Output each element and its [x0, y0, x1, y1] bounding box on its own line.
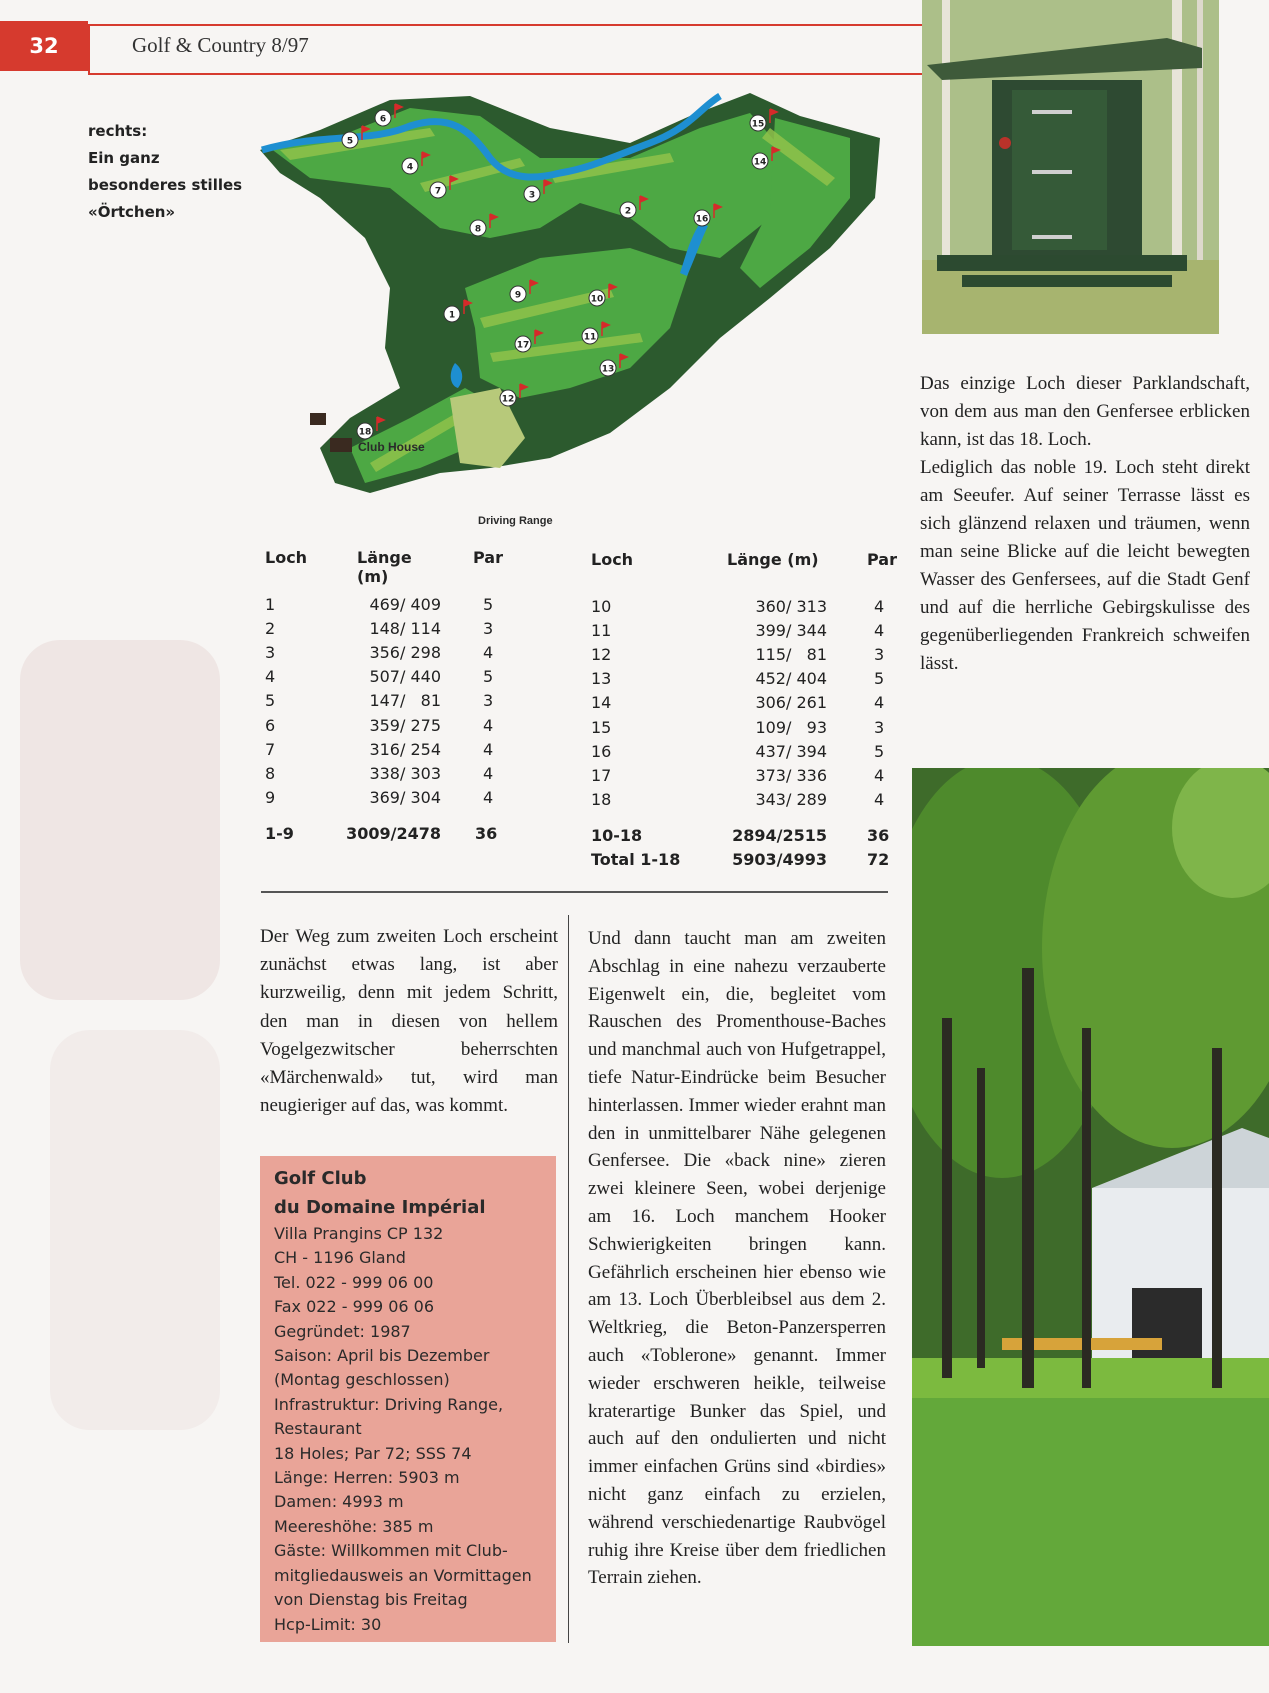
club-name: Golf Club — [274, 1168, 367, 1189]
club-house-building — [310, 413, 326, 425]
header-rule-top — [88, 24, 926, 26]
info-line: mitgliedausweis an Vormittagen — [274, 1565, 532, 1585]
subtotal-row: 1-9 3009/2478 36 — [265, 824, 498, 844]
table-row: 1 469/ 409 5 — [265, 594, 494, 614]
background-decoration — [20, 640, 220, 1000]
table-row: 5 147/ 81 3 — [265, 691, 494, 711]
hole-number: 13 — [601, 364, 615, 375]
subtotal-row: 10-18 2894/2515 36 — [591, 826, 890, 846]
hole-number: 8 — [474, 224, 482, 235]
body-column-left: Der Weg zum zweiten Loch erscheint zunächst etwas lang, ist aber kurzweilig, denn mit jedem Schritt, den man in diesen von hellem Vogelgezwitscher beherrschten «Märchenwald» tut, wird man neugieriger auf das, was kommt. — [260, 926, 558, 1117]
column-header: Loch — [591, 550, 634, 569]
info-line: CH - 1196 Gland — [274, 1248, 406, 1268]
info-line: 18 Holes; Par 72; SSS 74 — [274, 1443, 472, 1463]
table-row: 6 359/ 275 4 — [265, 715, 494, 735]
column-header: Loch — [265, 548, 308, 567]
photo-caption — [88, 118, 248, 226]
scorecard-front-nine — [265, 548, 515, 846]
hole-number: 2 — [624, 206, 632, 217]
info-line: Villa Prangins CP 132 — [274, 1224, 444, 1243]
scorecard-back-nine — [591, 550, 899, 872]
column-divider — [568, 915, 569, 1643]
table-row: 14 306/ 261 4 — [591, 693, 885, 713]
club-name: du Domaine Impérial — [274, 1197, 486, 1218]
info-line: Gegründet: 1987 — [274, 1321, 411, 1341]
table-row: 2 148/ 114 3 — [265, 618, 494, 638]
caption-line: besonderes stilles — [88, 176, 243, 194]
info-line: Gäste: Willkommen mit Club- — [274, 1541, 508, 1561]
info-line: von Dienstag bis Freitag — [274, 1590, 468, 1610]
header-divider — [88, 24, 90, 75]
table-row: 17 373/ 336 4 — [591, 765, 885, 785]
info-line: Damen: 4993 m — [274, 1492, 404, 1512]
table-row: 13 452/ 404 5 — [591, 669, 885, 689]
header-rule-bottom — [88, 73, 926, 75]
info-line: Fax 022 - 999 06 06 — [274, 1297, 435, 1317]
info-line: (Montag geschlossen) — [274, 1370, 450, 1390]
hole-number: 14 — [753, 157, 767, 168]
side-paragraph: Das einzige Loch dieser Parklandschaft, von dem aus man den Genfersee erblicken kann, ist das 18. Loch. — [920, 373, 1250, 450]
side-text — [920, 370, 1250, 678]
column-header: Länge (m) — [727, 550, 819, 569]
table-row: 18 343/ 289 4 — [591, 790, 885, 810]
column-header: Par — [867, 550, 897, 569]
page-number: 32 — [0, 21, 88, 71]
table-row: 16 437/ 394 5 — [591, 741, 885, 761]
hole-number: 11 — [583, 332, 597, 343]
caption-line: rechts: — [88, 122, 148, 140]
hole-number: 10 — [590, 294, 604, 305]
body-column-right: Und dann taucht man am zweiten Abschlag in eine nahezu verzauberte Eigenwelt ein, die, begleitet vom Rauschen des Promenthouse-Baches und manchmal auch von Hufgetrappel, tiefe Natur-Eindrücke beim Besucher hinterlassen. Immer wieder erahnt man den in unmittelbarer Nähe gelegenen Genfersee. Die «back nine» zieren zwei kleinere Seen, wobei derjenige am 16. Loch manchem Hooker Schwierigkeiten bringen kann. Gefährlich erscheinen hier ebenso wie am 13. Loch Überbleibsel aus dem 2. Weltkrieg, die Beton-Panzersperren auch «Toblerone» genannt. Immer wieder erschweren heikle, teilweise kraterartige Bunker das Spiel, und auch auf den ondulierten und nicht immer einfachen Grüns sind «birdies» nicht ganz einfach zu erzielen, während verschiedenartige Raubvögel ruhig ihre Kreise über dem friedlichen Terrain ziehen. — [588, 928, 886, 1589]
column-header: Länge (m) — [357, 548, 412, 586]
table-row: 4 507/ 440 5 — [265, 667, 494, 687]
hole-number: 7 — [434, 186, 442, 197]
club-house-building — [330, 438, 352, 452]
club-house-label: Club House — [358, 440, 425, 454]
table-row: 12 115/ 81 3 — [591, 644, 885, 664]
hole-number: 4 — [406, 162, 414, 173]
info-line: Saison: April bis Dezember — [274, 1346, 490, 1366]
hole-number: 5 — [346, 136, 354, 147]
hole-number: 18 — [358, 427, 372, 438]
hole-number: 6 — [379, 114, 387, 125]
club-info-box — [260, 1156, 556, 1642]
hole-number: 17 — [516, 340, 530, 351]
info-line: Tel. 022 - 999 06 00 — [274, 1272, 434, 1292]
table-row: 8 338/ 303 4 — [265, 763, 494, 783]
grand-total-row: Total 1-18 5903/4993 72 — [591, 850, 890, 870]
clubhouse-photo — [912, 768, 1269, 1646]
driving-range-label: Driving Range — [478, 515, 553, 527]
table-row: 10 360/ 313 4 — [591, 596, 885, 616]
info-line: Hcp-Limit: 30 — [274, 1614, 382, 1634]
info-line: Meereshöhe: 385 m — [274, 1516, 434, 1536]
publication-title: Golf & Country 8/97 — [132, 33, 309, 57]
hole-number: 12 — [501, 394, 515, 405]
info-line: Restaurant — [274, 1419, 362, 1439]
hole-number: 16 — [695, 214, 709, 225]
hole-number: 9 — [514, 290, 522, 301]
info-line: Länge: Herren: 5903 m — [274, 1468, 460, 1488]
table-row: 9 369/ 304 4 — [265, 788, 494, 808]
hole-number: 1 — [448, 310, 456, 321]
caption-line: «Örtchen» — [88, 203, 176, 221]
column-header: Par — [473, 548, 503, 567]
outhouse-photo — [922, 0, 1219, 334]
caption-line: Ein ganz — [88, 149, 160, 167]
table-row: 3 356/ 298 4 — [265, 642, 494, 662]
table-row: 15 109/ 93 3 — [591, 717, 885, 737]
info-line: Infrastruktur: Driving Range, — [274, 1394, 504, 1414]
table-row: 7 316/ 254 4 — [265, 739, 494, 759]
section-divider — [261, 891, 888, 893]
background-decoration — [50, 1030, 220, 1430]
course-map — [250, 88, 890, 528]
table-row: 11 399/ 344 4 — [591, 620, 885, 640]
hole-number: 3 — [528, 190, 536, 201]
side-paragraph: Lediglich das noble 19. Loch steht direkt am Seeufer. Auf seiner Terrasse lässt es sich glänzend relaxen und träumen, wenn man seine Blicke auf die leicht bewegten Wasser des Genfersees, auf die Stadt Genf und auf die herrliche Gebirgskulisse des gegenüberliegenden Frankreich schweifen lässt. — [920, 457, 1250, 674]
hole-number: 15 — [751, 119, 765, 130]
